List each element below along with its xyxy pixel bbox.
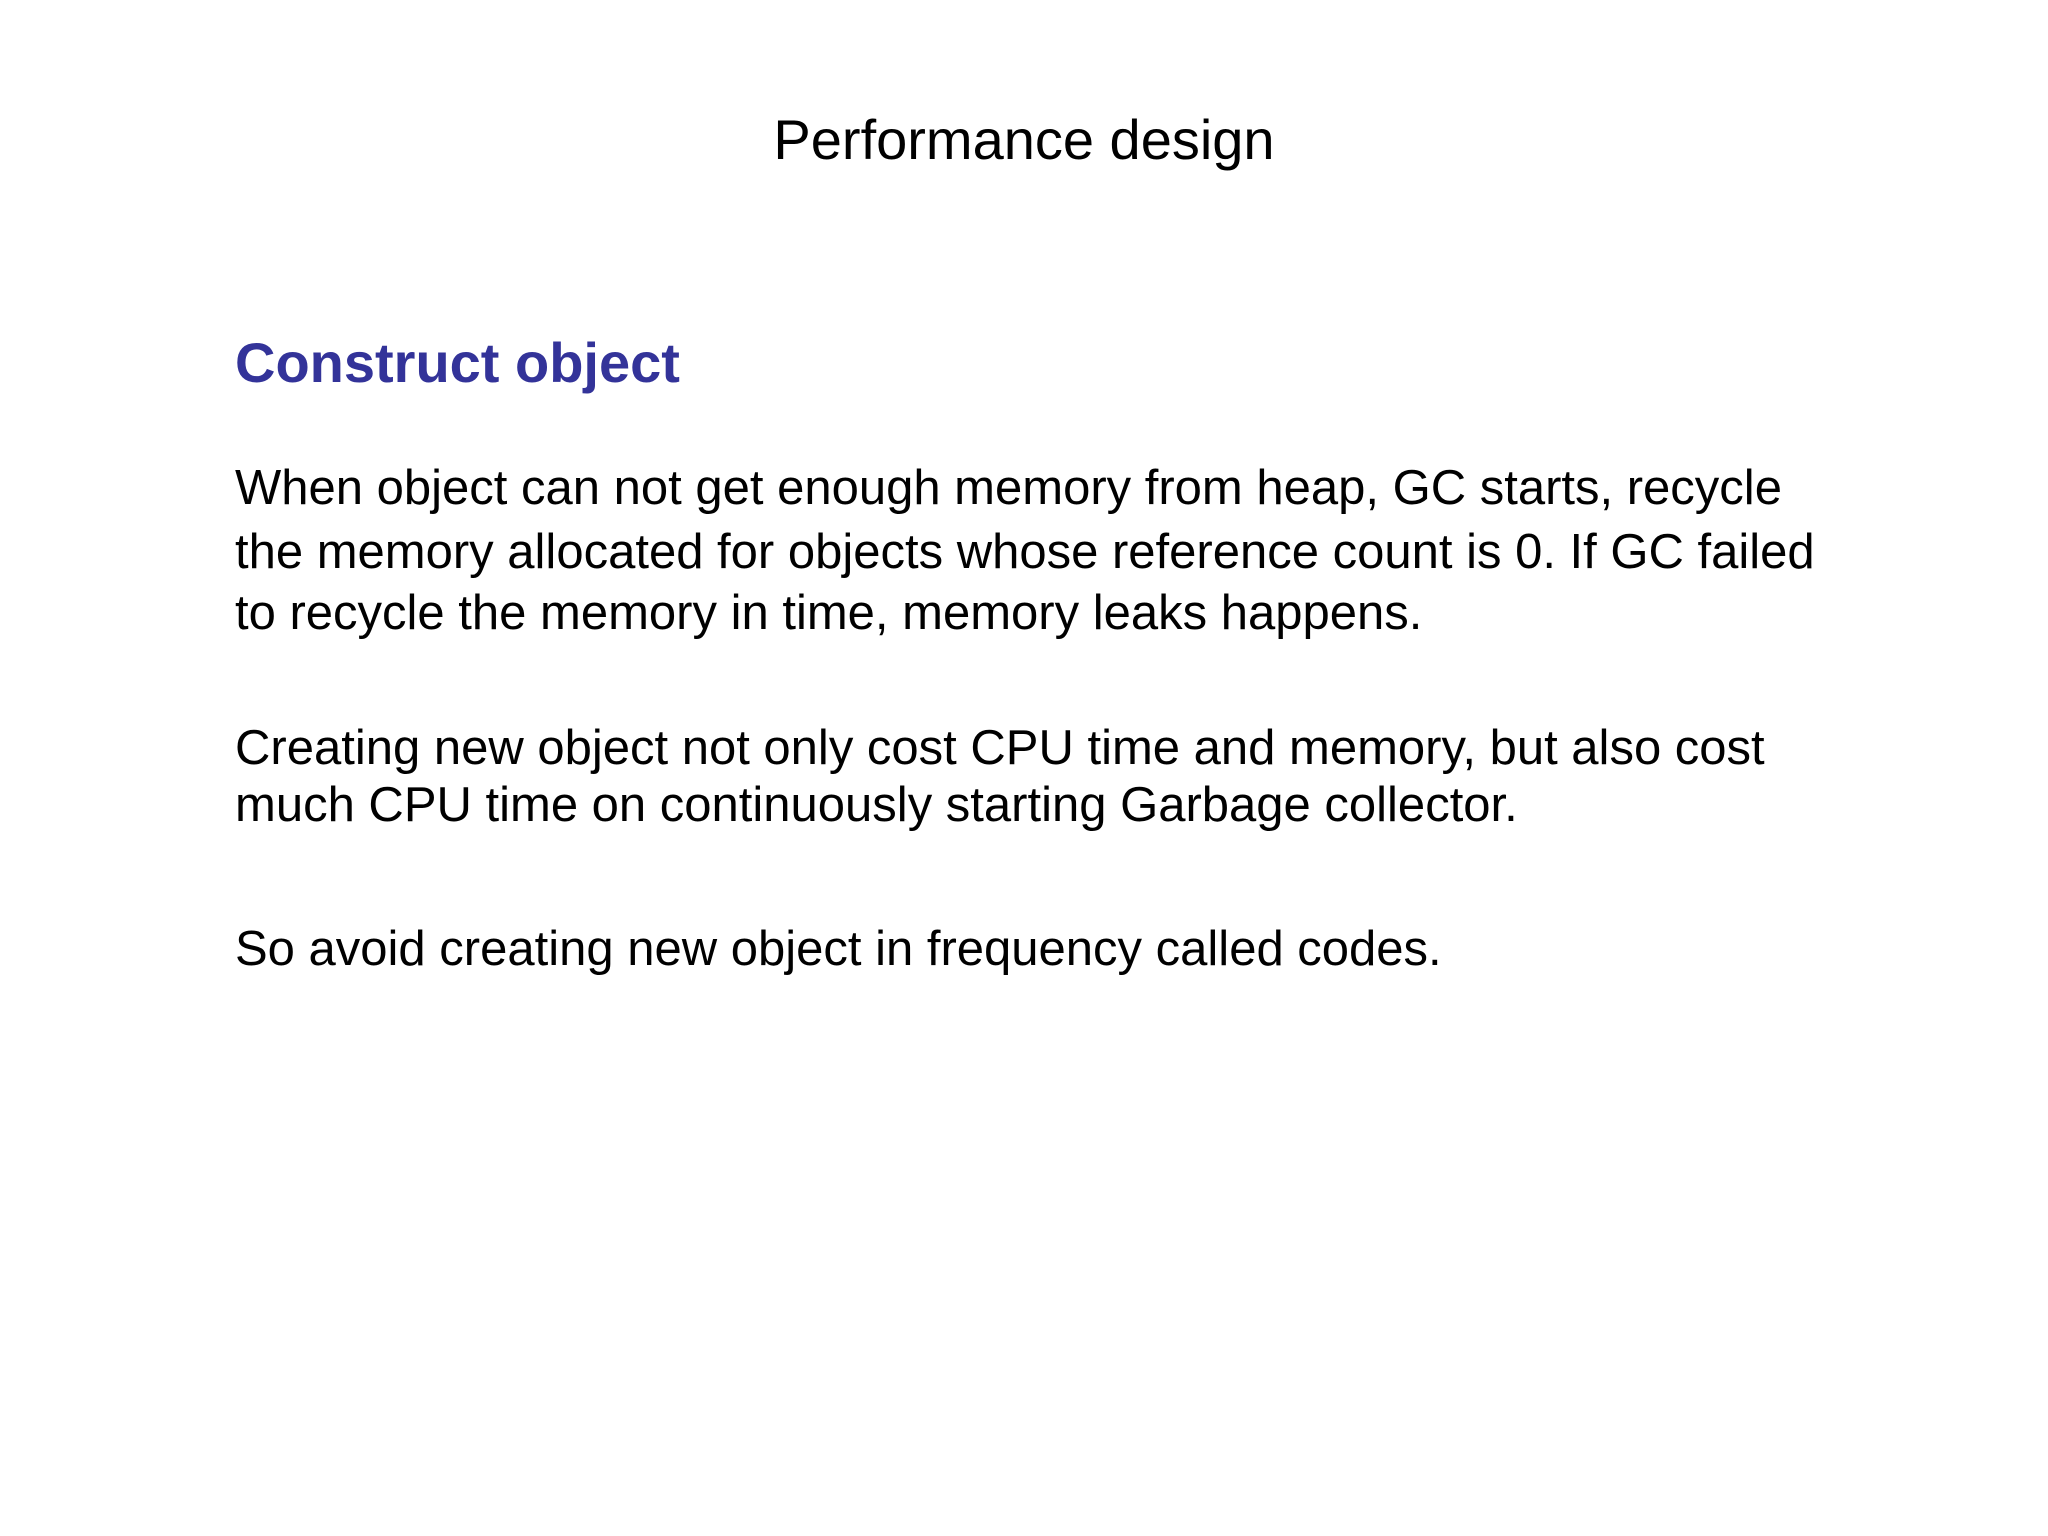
paragraph-object-cost: [235, 720, 1915, 834]
paragraph-conclusion: [235, 918, 1915, 980]
paragraph-line: Creating new object not only cost CPU time and memory, but also cost: [235, 721, 1765, 775]
section-heading: Construct object: [235, 331, 680, 394]
paragraph-line: So avoid creating new object in frequency called codes.: [235, 922, 1442, 976]
slide-title: Performance design: [773, 108, 1275, 171]
paragraph-line: much CPU time on continuously starting Garbage collector.: [235, 778, 1518, 832]
paragraph-gc-memory: [235, 456, 1915, 642]
paragraph-line: When object can not get enough memory from heap, GC starts, recycle: [235, 461, 1782, 515]
paragraph-line: to recycle the memory in time, memory leaks happens.: [235, 586, 1423, 640]
paragraph-line: the memory allocated for objects whose reference count is 0. If GC failed: [235, 525, 1815, 579]
